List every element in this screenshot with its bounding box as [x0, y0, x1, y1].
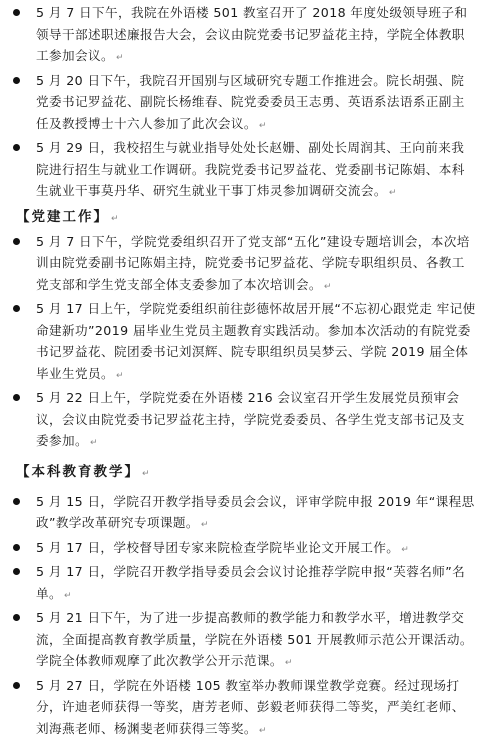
list-item — [0, 137, 489, 205]
list-item-text: 5 月 20 日下午，我院召开国别与区域研究专题工作推进会。院长胡强、院党委书记罗益花、副院长杨维春、院党委委员王志勇、英语系法语系正副主任及教授博士十六人参加了此次会议。 — [36, 73, 465, 131]
list-item-text: 5 月 17 日上午，学院党委组织前往彭德怀故居开展“不忘初心跟党走 牢记使命建新功”2019 届毕业生党员主题教育实践活动。参加本次活动的有院党委书记罗益花、院团委书记刘溟辉、院专职组织员吴梦云、学院 2019 届全体毕业生党员。 — [36, 301, 476, 381]
paragraph-mark-icon: ↵ — [259, 726, 267, 736]
list-item — [0, 231, 489, 299]
bullet-icon — [13, 544, 20, 551]
bullet-icon — [13, 682, 20, 689]
list-item-text: 5 月 22 日上午，学院党委在外语楼 216 会议室召开学生发展党员预审会议，会议由院党委书记罗益花主持，学院党委委员、各学生党支部书记及支委参加。 — [36, 390, 465, 448]
list-item — [0, 298, 489, 387]
bullet-icon — [13, 238, 20, 245]
list-item — [0, 387, 489, 455]
section-admin-items — [0, 2, 489, 205]
list-item — [0, 2, 489, 70]
paragraph-mark-icon: ↵ — [285, 658, 293, 668]
bullet-icon — [13, 9, 20, 16]
bullet-icon — [13, 394, 20, 401]
section-heading-undergraduate-teaching — [0, 461, 489, 486]
section-spacer — [0, 455, 489, 460]
paragraph-mark-icon: ↵ — [116, 371, 124, 381]
list-item — [0, 70, 489, 138]
section-heading-text: 【党建工作】 — [16, 209, 109, 225]
list-item-text: 5 月 21 日下午，为了进一步提高教师的教学能力和教学水平，增进教学交流，全面提高教育教学质量，学院在外语楼 501 开展教师示范公开课活动。学院全体教师观摩了此次教学公开示范课。 — [36, 610, 473, 668]
list-item — [0, 675, 489, 742]
list-item-text: 5 月 15 日，学院召开教学指导委员会会议，评审学院申报 2019 年“课程思政”教学改革研究专项课题。 — [36, 494, 475, 531]
list-item-text: 5 月 27 日，学院在外语楼 105 教室举办教师课堂教学竞赛。经过现场打分，许迪老师获得一等奖，唐芳老师、彭毅老师获得二等奖，严美红老师、刘海燕老师、杨渊斐老师获得三等奖。 — [36, 678, 465, 736]
paragraph-mark-icon: ↵ — [324, 282, 332, 292]
section-undergraduate-items — [0, 491, 489, 742]
list-item-text: 5 月 17 日，学院召开教学指导委员会会议讨论推荐学院申报“芙蓉名师”名单。 — [36, 564, 465, 601]
section-heading-party-building — [0, 206, 489, 231]
paragraph-mark-icon: ↵ — [111, 214, 119, 224]
paragraph-mark-icon: ↵ — [401, 545, 409, 555]
bullet-icon — [13, 568, 20, 575]
list-item — [0, 607, 489, 675]
paragraph-mark-icon: ↵ — [90, 438, 98, 448]
bullet-icon — [13, 305, 20, 312]
list-item-text: 5 月 7 日下午，学院党委组织召开了党支部“五化”建设专题培训会，本次培训由院党委副书记陈娟主持，院党委书记罗益花、学院专职组织员、各教工党支部和学生党支部全体支委参加了本次培训会。 — [36, 234, 470, 292]
section-party-building-items — [0, 231, 489, 455]
list-item-text: 5 月 7 日下午，我院在外语楼 501 教室召开了 2018 年度处级领导班子和领导干部述职述廉报告大会，会议由院党委书记罗益花主持，学院全体教职工参加会议。 — [36, 5, 467, 63]
bullet-icon — [13, 77, 20, 84]
paragraph-mark-icon: ↵ — [259, 121, 267, 131]
paragraph-mark-icon: ↵ — [64, 591, 72, 601]
paragraph-mark-icon: ↵ — [389, 188, 397, 198]
list-item-text: 5 月 29 日，我校招生与就业指导处处长赵姗、副处长周润其、王向前来我院进行招生与就业工作调研。我院党委书记罗益花、党委副书记陈娟、本科生就业干事莫丹华、研究生就业干事丁炜灵参加调研交流会。 — [36, 140, 465, 198]
paragraph-mark-icon: ↵ — [142, 469, 150, 479]
list-item — [0, 491, 489, 537]
bullet-icon — [13, 498, 20, 505]
section-heading-text: 【本科教育教学】 — [16, 464, 140, 480]
paragraph-mark-icon: ↵ — [116, 53, 124, 63]
bullet-icon — [13, 144, 20, 151]
paragraph-mark-icon: ↵ — [201, 520, 209, 530]
list-item-text: 5 月 17 日，学校督导团专家来院检查学院毕业论文开展工作。 — [36, 540, 399, 555]
list-item — [0, 561, 489, 607]
bullet-icon — [13, 614, 20, 621]
list-item — [0, 537, 489, 562]
